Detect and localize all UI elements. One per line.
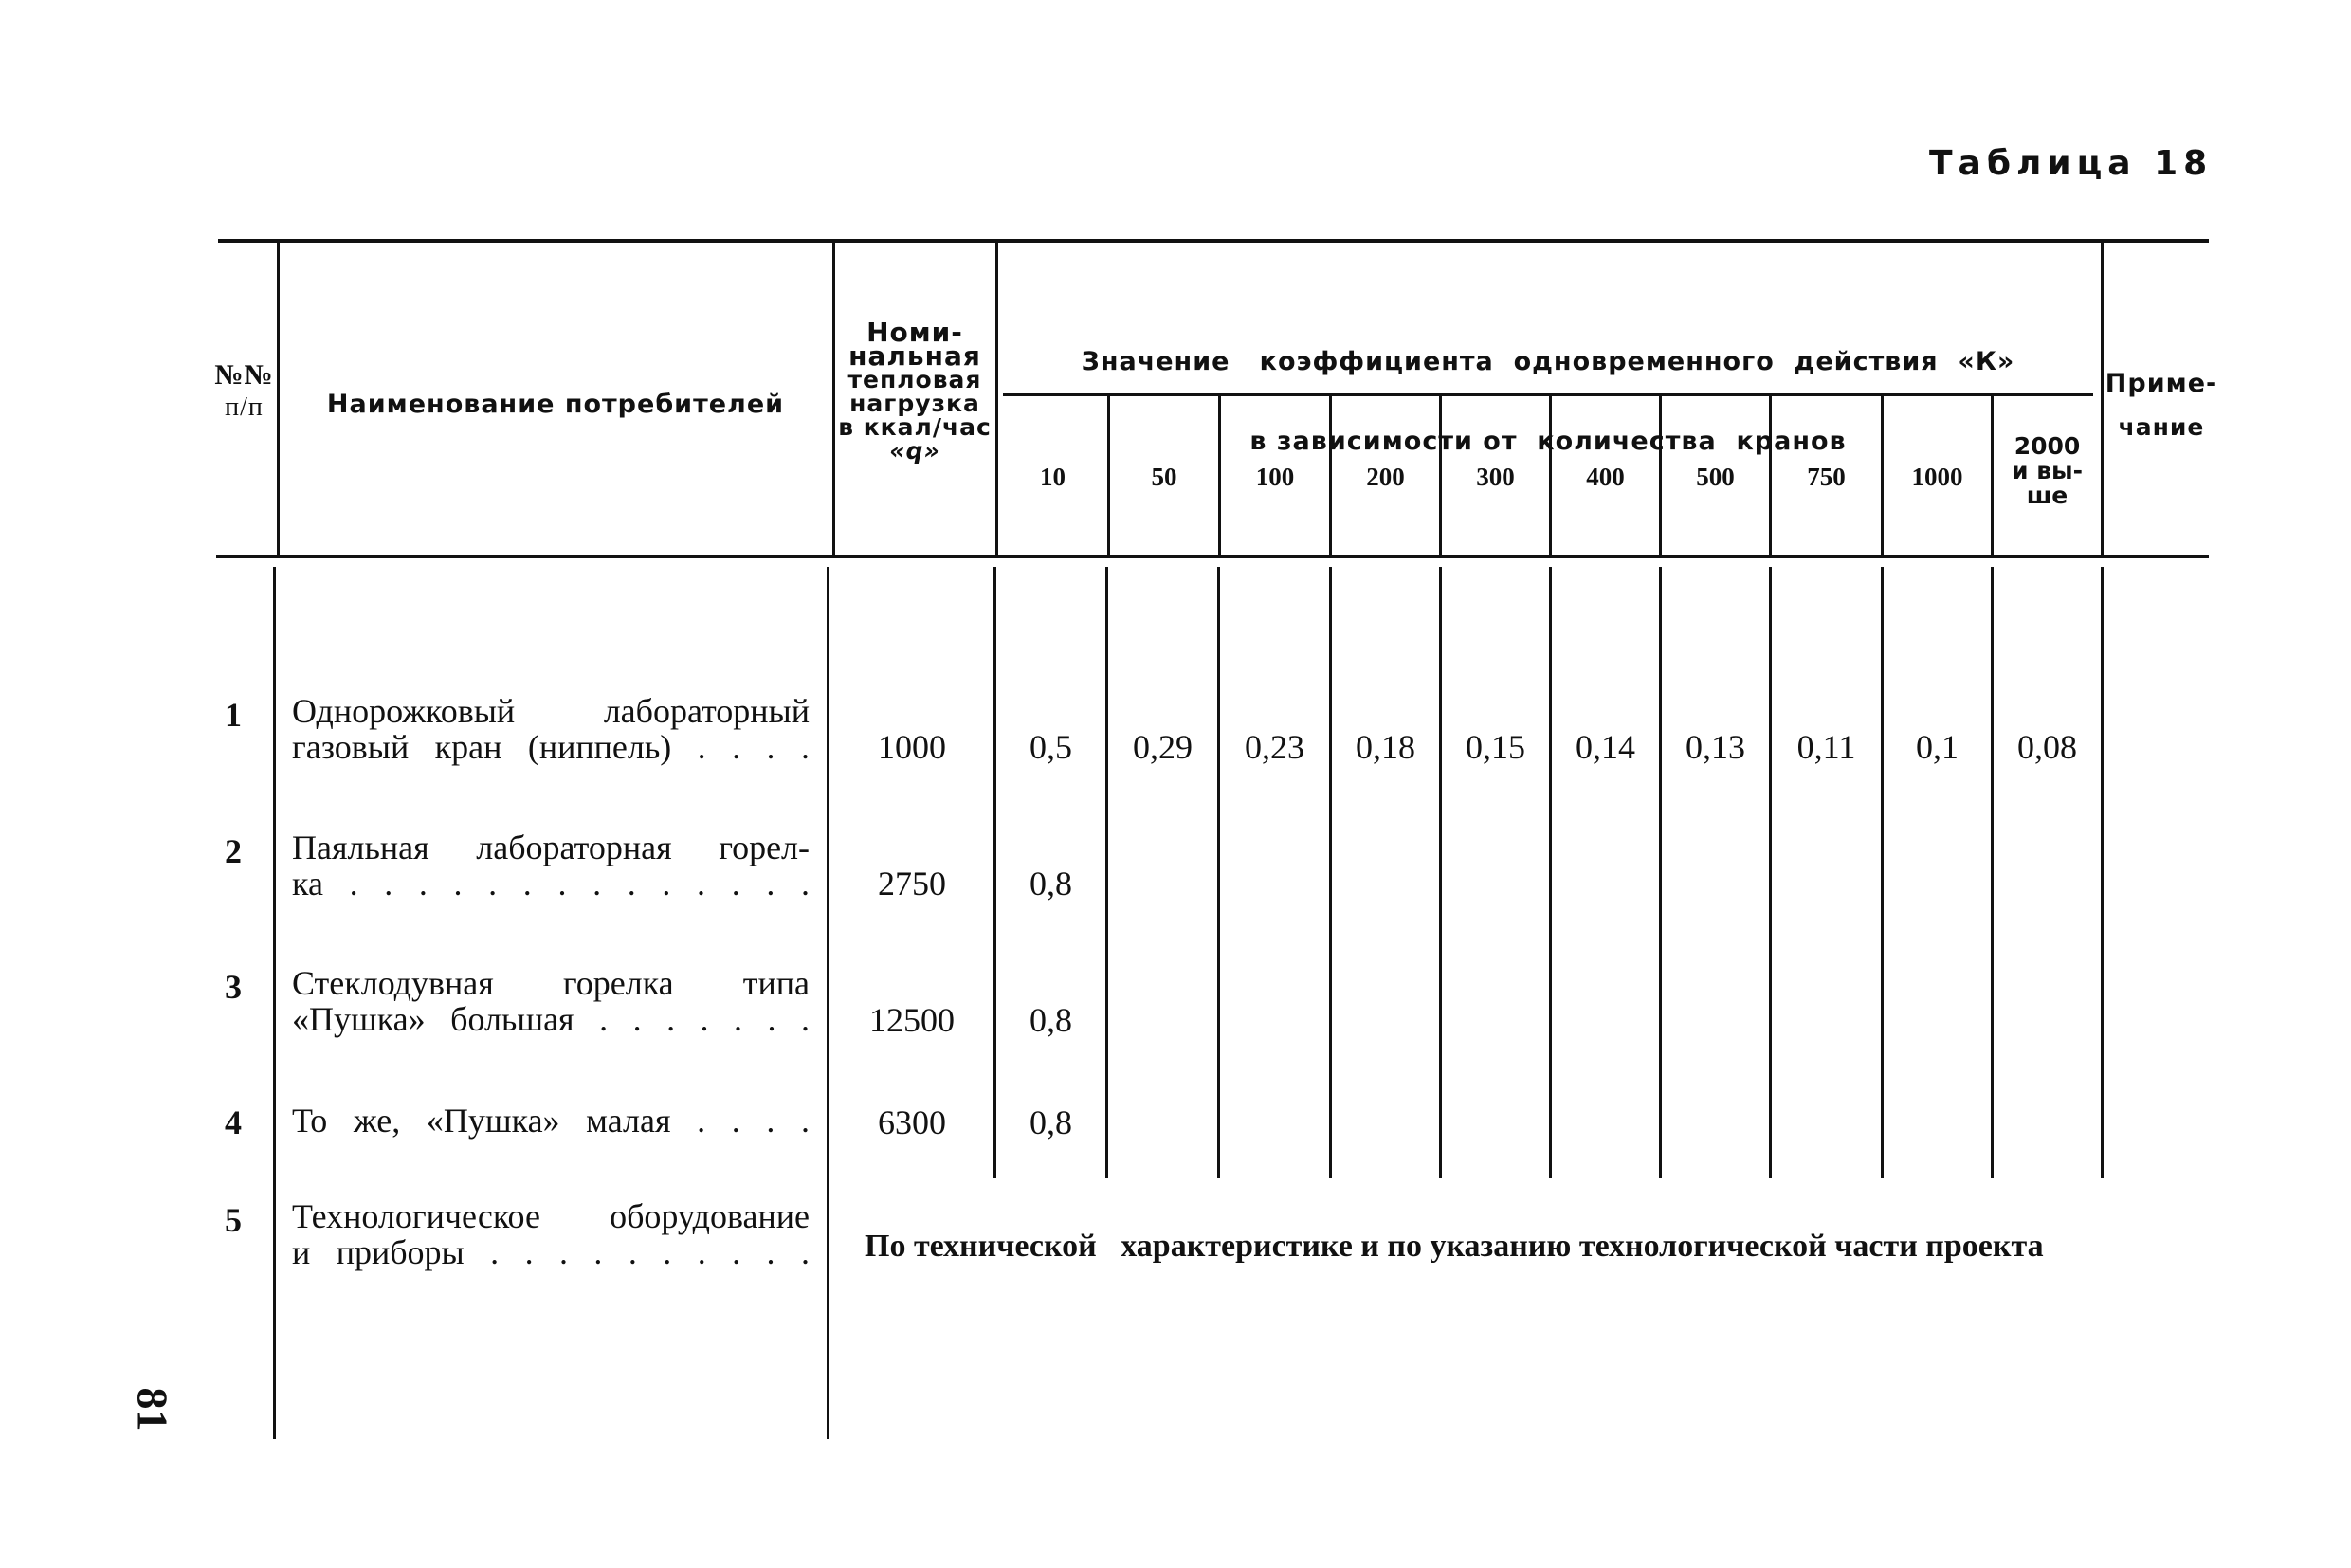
row-name xyxy=(292,830,810,902)
header-k-1000: 1000 xyxy=(1911,463,1963,491)
header-note-col xyxy=(2105,362,2218,449)
header-k-300: 300 xyxy=(1476,463,1515,491)
header-k-2000 xyxy=(1994,434,2101,508)
header-load-line-6: «q» xyxy=(889,437,940,465)
header-k-line-1: Значение коэффициента одновременного действия «К» xyxy=(1081,347,2015,376)
row-name xyxy=(292,1198,810,1270)
header-num-line-1: №№ xyxy=(214,359,274,391)
row-name xyxy=(292,693,810,765)
header-load-line-5: в ккал/час xyxy=(838,413,992,441)
row-k-1000: 0,1 xyxy=(1916,728,1959,766)
row-k-50: 0,29 xyxy=(1133,728,1193,766)
header-load-line-4: нагрузка xyxy=(849,390,980,417)
header-num-line-2: п/п xyxy=(225,392,264,422)
table-title: Таблица 18 xyxy=(1929,144,2214,183)
row-number: 3 xyxy=(225,968,242,1006)
row-load: 6300 xyxy=(878,1103,946,1141)
row-name-line-1: Паяльная лабораторная горел- xyxy=(292,829,810,866)
row-k-300: 0,15 xyxy=(1466,728,1525,766)
header-note-line-1: Приме- xyxy=(2105,369,2218,398)
row-k-10: 0,8 xyxy=(1030,1103,1072,1141)
row-name xyxy=(292,965,810,1037)
row-load: 1000 xyxy=(878,728,946,766)
row-number: 5 xyxy=(225,1201,242,1239)
header-k-2000-line-1: 2000 xyxy=(2014,432,2081,460)
row-k-500: 0,13 xyxy=(1686,728,1745,766)
row-k-2000: 0,08 xyxy=(2017,728,2077,766)
row-name-line-2: газовый кран (ниппель) . . . . xyxy=(292,728,810,766)
header-k-10: 10 xyxy=(1040,463,1066,491)
row-name-line-2: «Пушка» большая . . . . . . . xyxy=(292,1000,810,1038)
row-name-line-2: и приборы . . . . . . . . . . xyxy=(292,1233,810,1271)
row-name-line-1: Технологическое оборудование xyxy=(292,1197,810,1235)
row-name xyxy=(292,1103,810,1139)
header-load-line-3: тепловая xyxy=(847,366,982,393)
header-k-400: 400 xyxy=(1586,463,1625,491)
row-number: 2 xyxy=(225,832,242,870)
row-load: 12500 xyxy=(869,1001,955,1039)
header-k-100: 100 xyxy=(1255,463,1295,491)
header-k-group xyxy=(1003,296,2093,482)
row-k-10: 0,5 xyxy=(1030,728,1072,766)
header-k-500: 500 xyxy=(1696,463,1735,491)
row-k-100: 0,23 xyxy=(1245,728,1304,766)
row-number: 4 xyxy=(225,1103,242,1141)
row-load: 2750 xyxy=(878,865,946,903)
header-k-50: 50 xyxy=(1151,463,1177,491)
page-number: 81 xyxy=(128,1387,177,1431)
row-k-750: 0,11 xyxy=(1796,728,1856,766)
header-load-col xyxy=(835,317,994,465)
header-k-200: 200 xyxy=(1366,463,1405,491)
header-load-line-2: нальная xyxy=(848,340,981,372)
row-name-line-1: Стеклодувная горелка типа xyxy=(292,964,810,1002)
header-note-line-2: чание xyxy=(2118,413,2205,441)
row-merged-note: По технической характеристике и по указанию технологической части проекта xyxy=(865,1229,2044,1264)
header-k-line-2: в зависимости от количества кранов xyxy=(1249,427,1847,456)
header-k-2000-line-2: и вы- xyxy=(2011,457,2084,484)
header-k-750: 750 xyxy=(1807,463,1846,491)
row-k-10: 0,8 xyxy=(1030,865,1072,903)
header-num-col xyxy=(213,359,275,422)
row-number: 1 xyxy=(225,696,242,734)
row-k-200: 0,18 xyxy=(1356,728,1415,766)
row-k-10: 0,8 xyxy=(1030,1001,1072,1039)
row-name-line-1: То же, «Пушка» малая . . . . xyxy=(292,1102,810,1140)
header-load-line-1: Номи- xyxy=(866,317,963,348)
header-k-2000-line-3: ше xyxy=(2026,482,2069,509)
row-name-line-2: ка . . . . . . . . . . . . . . xyxy=(292,865,810,903)
header-name-col: Наименование потребителей xyxy=(326,390,785,419)
row-k-400: 0,14 xyxy=(1576,728,1635,766)
row-name-line-1: Однорожковый лабораторный xyxy=(292,692,810,730)
